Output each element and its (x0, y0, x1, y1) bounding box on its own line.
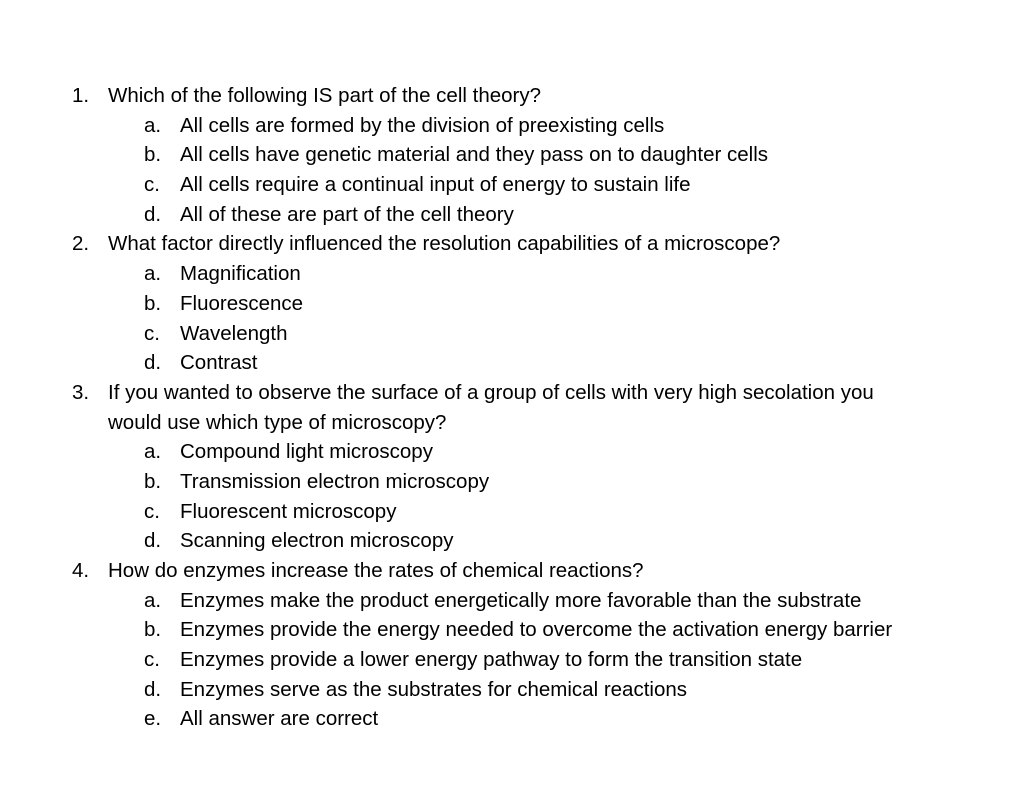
question-text: If you wanted to observe the surface of a group of cells with very high secolation you (108, 380, 874, 404)
question-2 (0, 229, 1024, 259)
question-4 (0, 556, 1024, 586)
option-text: Enzymes serve as the substrates for chemical reactions (180, 677, 688, 701)
answer-option (0, 348, 1024, 378)
option-letter: a. (144, 113, 162, 137)
question-number: 3. (72, 380, 90, 404)
question-number: 2. (72, 232, 90, 256)
question-document (0, 81, 1024, 734)
answer-option (0, 526, 1024, 556)
answer-option (0, 289, 1024, 319)
option-text: Enzymes provide a lower energy pathway to form the transition state (180, 648, 803, 672)
answer-option (0, 615, 1024, 645)
option-text: Enzymes make the product energetically more favorable than the substrate (180, 588, 862, 612)
answer-option (0, 675, 1024, 705)
option-text: Fluorescence (180, 291, 304, 315)
question-number: 4. (72, 559, 90, 582)
option-text: Transmission electron microscopy (180, 469, 490, 493)
option-text: All cells have genetic material and they pass on to daughter cells (180, 143, 769, 167)
option-text: Wavelength (180, 321, 288, 345)
question-text: What factor directly influenced the resolution capabilities of a microscope? (108, 232, 781, 256)
answer-option (0, 437, 1024, 467)
answer-option (0, 319, 1024, 349)
option-text: All answer are correct (180, 707, 379, 731)
option-text: Scanning electron microscopy (180, 529, 454, 553)
option-text: Contrast (180, 351, 258, 375)
question-number: 1. (72, 84, 90, 107)
option-text: All of these are part of the cell theory (180, 202, 514, 226)
option-letter: d. (144, 202, 162, 226)
option-letter: a. (144, 440, 162, 464)
option-letter: a. (144, 588, 162, 612)
question-3-continuation (0, 408, 1024, 438)
option-text: Enzymes provide the energy needed to overcome the activation energy barrier (180, 618, 893, 642)
question-1 (0, 81, 1024, 111)
option-text: Fluorescent microscopy (180, 499, 397, 523)
answer-option (0, 645, 1024, 675)
answer-option (0, 170, 1024, 200)
option-letter: b. (144, 469, 162, 493)
option-letter: d. (144, 677, 162, 701)
option-text: All cells are formed by the division of preexisting cells (180, 113, 665, 137)
option-letter: c. (144, 499, 160, 523)
option-letter: b. (144, 618, 162, 642)
option-text: Compound light microscopy (180, 440, 433, 464)
answer-option (0, 111, 1024, 141)
option-letter: c. (144, 321, 160, 345)
option-letter: c. (144, 173, 160, 197)
answer-option (0, 497, 1024, 527)
option-letter: d. (144, 351, 162, 375)
answer-option (0, 140, 1024, 170)
answer-option (0, 259, 1024, 289)
answer-option (0, 704, 1024, 734)
option-letter: e. (144, 707, 162, 731)
question-text: would use which type of microscopy? (108, 410, 447, 434)
answer-option (0, 586, 1024, 616)
question-3 (0, 378, 1024, 408)
option-letter: a. (144, 262, 162, 286)
answer-option (0, 467, 1024, 497)
option-text: Magnification (180, 262, 301, 286)
option-letter: d. (144, 529, 162, 553)
option-text: All cells require a continual input of energy to sustain life (180, 173, 691, 197)
option-letter: b. (144, 291, 162, 315)
question-text: How do enzymes increase the rates of chemical reactions? (108, 559, 644, 582)
option-letter: b. (144, 143, 162, 167)
question-text: Which of the following IS part of the cell theory? (108, 84, 542, 107)
answer-option (0, 200, 1024, 230)
option-letter: c. (144, 648, 160, 672)
